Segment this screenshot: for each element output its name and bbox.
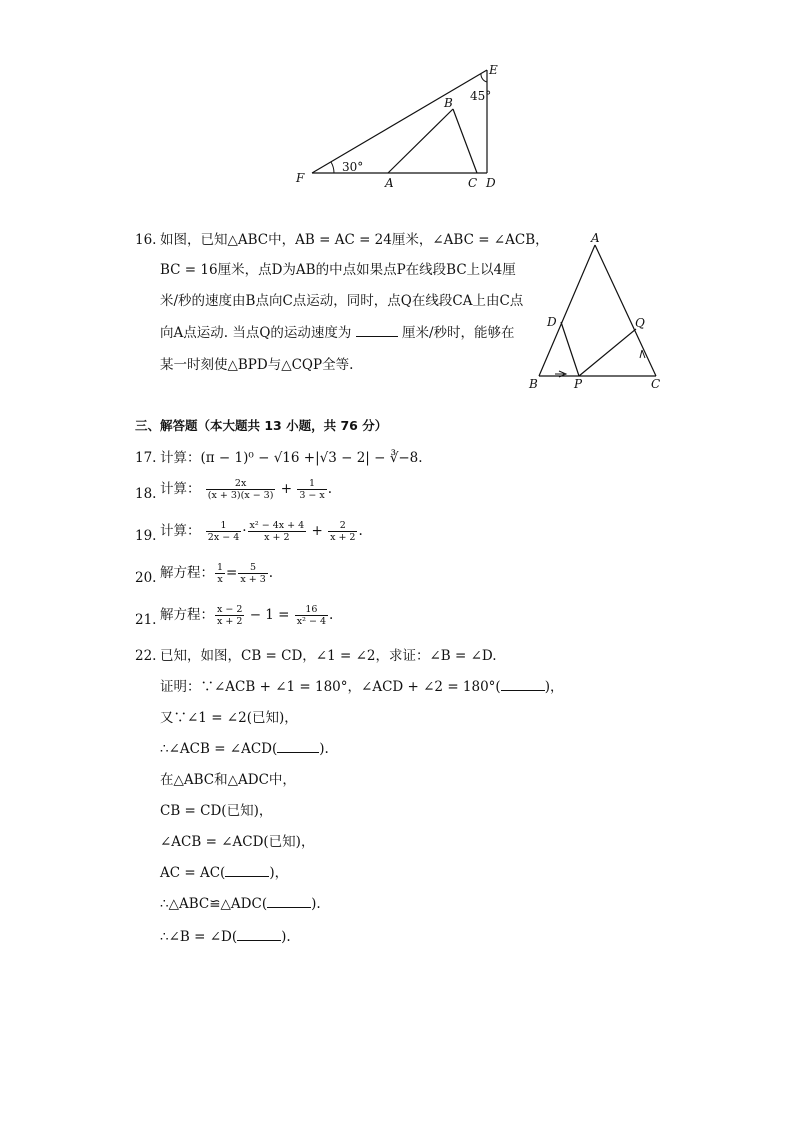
q18-op: + — [280, 481, 293, 497]
q19-prefix: 计算： — [160, 523, 201, 539]
figure-16 — [525, 228, 670, 393]
q18-f1-num: 2x — [206, 478, 276, 490]
label-d: D — [486, 176, 496, 190]
q22-p7-a: AC = AC( — [160, 865, 226, 881]
angle-30-label: 30° — [342, 160, 364, 174]
q21-f2-num: 16 — [295, 604, 328, 616]
q19-f2-den: x + 2 — [264, 532, 290, 543]
q22-p3-b: ). — [319, 741, 329, 757]
side-ab — [539, 245, 595, 376]
q16-number: 16. — [135, 232, 157, 248]
q19-op1: · — [242, 523, 247, 539]
q17-number: 17. — [135, 450, 157, 466]
q21-mid: − 1 = — [249, 607, 290, 623]
q19-f1-num: 1 — [206, 520, 241, 532]
q20-prefix: 解方程： — [160, 565, 214, 581]
q20-expression — [160, 562, 273, 585]
label-c: C — [468, 176, 478, 190]
label-a: A — [385, 176, 394, 190]
q16-line4-a: 向A点运动. 当点Q的运动速度为 — [160, 325, 352, 341]
q20-number: 20. — [135, 570, 157, 586]
q21-number: 21. — [135, 612, 157, 628]
q22-proof-line8 — [160, 894, 321, 914]
q22-proof-line4: 在△ABC和△ADC中， — [160, 772, 296, 788]
q20-fraction-2 — [238, 562, 267, 585]
q22-p1-b: )， — [544, 679, 564, 695]
q22-stem: 已知，如图，CB = CD，∠1 = ∠2，求证：∠B = ∠D. — [160, 648, 497, 664]
q22-blank-3[interactable] — [225, 863, 269, 877]
q21-f1-den: x + 2 — [217, 616, 243, 627]
q21-expression — [160, 604, 333, 627]
q17-text: 计算：(π − 1)⁰ − √16 +|√3 − 2| − ∛−8. — [160, 450, 423, 466]
q19-fraction-1 — [206, 520, 241, 543]
q18-f2-num: 1 — [297, 478, 326, 490]
q20-f2-num: 5 — [238, 562, 267, 574]
q22-number: 22. — [135, 648, 157, 664]
q22-proof-line6: ∠ACB = ∠ACD(已知)， — [160, 834, 315, 850]
label-c: C — [651, 377, 661, 391]
q16-line2: BC = 16厘米，点D为AB的中点如果点P在线段BC上以4厘 — [160, 262, 516, 278]
segment-dp — [561, 322, 579, 376]
q16-line1: 如图，已知△ABC中，AB = AC = 24厘米，∠ABC = ∠ACB， — [160, 232, 549, 248]
q22-proof-line7 — [160, 863, 288, 883]
q22-blank-2[interactable] — [277, 739, 319, 753]
q18-f2-den: 3 − x — [299, 490, 325, 501]
q22-proof-line9 — [160, 927, 291, 947]
label-d: D — [547, 315, 557, 329]
q18-f1-den: (x + 3)(x − 3) — [207, 490, 274, 501]
q20-f1-num: 1 — [217, 562, 224, 573]
q22-p7-b: )， — [269, 865, 289, 881]
q18-fraction-2 — [297, 478, 326, 501]
angle-45-label: 45° — [470, 89, 492, 103]
q22-proof-line1 — [160, 677, 564, 697]
q22-proof-line3 — [160, 739, 329, 759]
q21-end: . — [329, 607, 334, 623]
q18-fraction-1 — [206, 478, 276, 501]
q22-proof-line2: 又∵∠1 = ∠2(已知)， — [160, 710, 298, 726]
side-ac — [595, 245, 656, 376]
q19-number: 19. — [135, 528, 157, 544]
q20-f2-den: x + 3 — [240, 574, 266, 585]
label-b: B — [529, 377, 538, 391]
angle-30-arc — [331, 162, 334, 173]
q22-blank-1[interactable] — [501, 677, 545, 691]
q19-expression — [160, 520, 363, 543]
q19-f1-den: 2x − 4 — [207, 532, 240, 543]
segment-pq — [579, 329, 636, 376]
q19-fraction-2 — [248, 520, 307, 543]
q21-prefix: 解方程： — [160, 607, 214, 623]
q19-end: . — [358, 523, 363, 539]
q20-f1-den: x — [217, 574, 223, 585]
q22-p9-a: ∴∠B = ∠D( — [160, 929, 238, 945]
angle-45-arc — [481, 74, 487, 82]
line-bc — [453, 109, 477, 173]
figure-15 — [290, 60, 510, 195]
q18-number: 18. — [135, 486, 157, 502]
label-a: A — [591, 231, 600, 245]
label-q: Q — [635, 316, 645, 330]
q20-fraction-1 — [215, 562, 225, 585]
q22-p9-b: ). — [281, 929, 291, 945]
q18-expression — [160, 478, 332, 501]
q22-p8-b: ). — [311, 896, 321, 912]
q22-p3-a: ∴∠ACB = ∠ACD( — [160, 741, 278, 757]
label-f: F — [296, 171, 305, 185]
q22-p8-a: ∴△ABC≌△ADC( — [160, 896, 268, 912]
q16-line5: 某一时刻使△BPD与△CQP全等. — [160, 357, 354, 373]
q16-line4-b: 厘米/秒时，能够在 — [402, 325, 515, 341]
q16-line4 — [160, 323, 515, 343]
line-fe — [312, 70, 487, 173]
label-p: P — [574, 377, 583, 391]
label-e: E — [489, 63, 498, 77]
q22-proof-line5: CB = CD(已知)， — [160, 803, 273, 819]
q21-f1-num: x − 2 — [217, 604, 243, 615]
q16-line3: 米/秒的速度由B点向C点运动，同时，点Q在线段CA上由C点 — [160, 293, 524, 309]
q19-f3-den: x + 2 — [330, 532, 356, 543]
q22-blank-5[interactable] — [237, 927, 281, 941]
q22-blank-4[interactable] — [267, 894, 311, 908]
q18-end: . — [327, 481, 333, 497]
q20-end: . — [268, 565, 274, 581]
q21-fraction-1 — [215, 604, 244, 627]
q19-fraction-3 — [328, 520, 357, 543]
q20-eq: = — [226, 565, 238, 581]
q19-f3-num: 2 — [328, 520, 357, 532]
line-ab — [388, 109, 453, 173]
q18-prefix: 计算： — [160, 481, 201, 497]
label-b: B — [444, 96, 453, 110]
q22-p1-a: 证明：∵∠ACB + ∠1 = 180°，∠ACD + ∠2 = 180°( — [160, 679, 501, 695]
q21-fraction-2 — [295, 604, 328, 627]
q16-answer-blank[interactable] — [356, 323, 398, 337]
q21-f2-den: x² − 4 — [296, 616, 327, 627]
q19-f2-num: x² − 4x + 4 — [249, 520, 305, 531]
section-3-title: 三、解答题（本大题共 13 小题，共 76 分） — [135, 418, 388, 433]
q19-op2: + — [311, 523, 323, 539]
